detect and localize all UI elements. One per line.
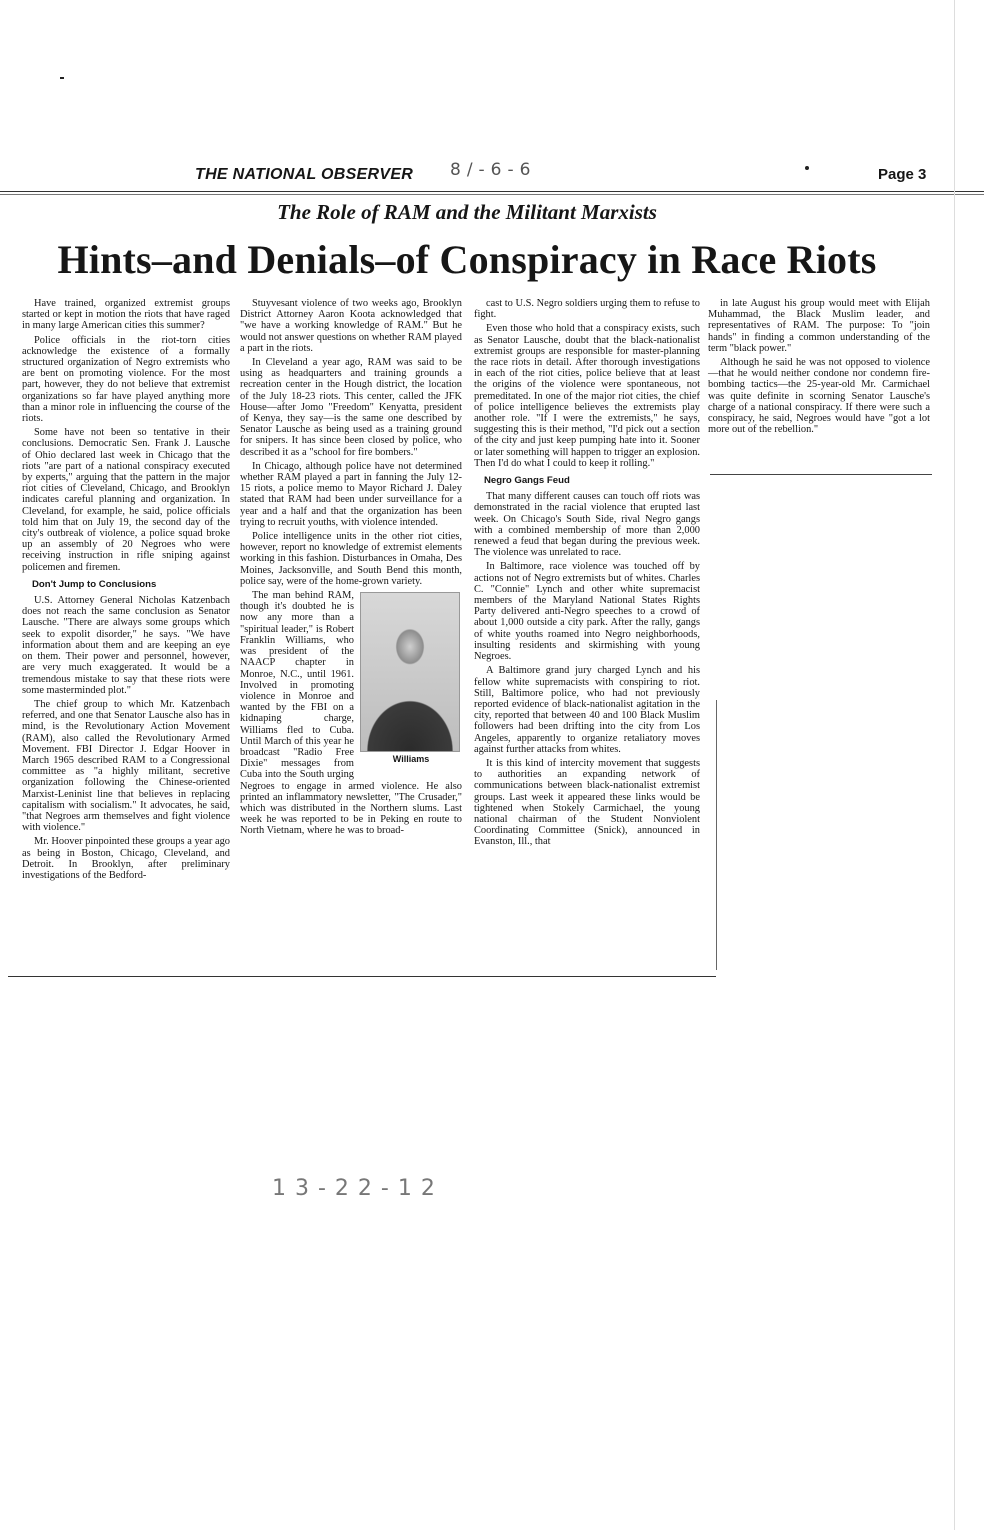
paragraph: Even those who hold that a conspiracy exists, such as Senator Lausche, doubt that the black-nationalist extremist groups are responsible for master-planning the race riots in detail. After thorough investigations in each of the riot cities, police believe that at least the origins of the violence were spontaneous, not premeditated. In one of the major riot cities, the chief of police intelligence believes the extremists play another role. "If I were the extremists," he says, suggesting this is their method, "I'd pick out a section of the city and just keep pumping hate into it. Sooner or later something will happen to trigger an explosion. Then I'd do what I could to keep it rolling." xyxy=(474,323,700,469)
handwritten-file-number: 13-22-12 xyxy=(272,1176,444,1201)
paragraph: Police intelligence units in the other riot cities, however, report no knowledge of extremist elements working in this fashion. Disturbances in Omaha, Des Moines, Jacksonville, and South Bend this month, police say, were of the home-grown variety. xyxy=(240,531,462,587)
subheading: Don't Jump to Conclusions xyxy=(32,578,157,590)
article-column-2 xyxy=(240,298,462,840)
article-column-1 xyxy=(22,298,230,884)
paragraph: In Chicago, although police have not determined whether RAM played a part in fanning the July 12-15 riots, a police memo to Mayor Richard J. Daley stated that RAM had been under surveillance for a year and a half and that the organization has been trying to recruit youths, with violence intended. xyxy=(240,460,462,528)
paragraph: Have trained, organized extremist groups started or kept in motion the riots that have raged in many large American cities this summer? xyxy=(22,298,230,332)
portrait-image xyxy=(360,592,460,752)
headline: Hints–and Denials–of Conspiracy in Race Riots xyxy=(57,237,877,282)
article-column-3 xyxy=(474,298,700,851)
photo-caption: Williams xyxy=(392,754,430,765)
stray-dot xyxy=(805,166,809,170)
masthead: THE NATIONAL OBSERVER xyxy=(195,166,414,183)
header-rule-thin xyxy=(0,194,984,195)
paragraph: In Baltimore, race violence was touched off by actions not of Negro extremists but of whites. Charles C. "Connie" Lynch and other white supremacist members of the Maryland National States Rights Party delivered anti-Negro speeches to a crowd of about 1,000 outside a city park. After the rally, gangs of white youths roamed into Negro neighborhoods, insulting residents and skirmishing with young Negroes. xyxy=(474,561,700,663)
paragraph: Stuyvesant violence of two weeks ago, Brooklyn District Attorney Aaron Koota acknowledged that "we have a working knowledge of RAM." But he would not answer questions on whether RAM played a part in the riots. xyxy=(240,298,462,354)
paragraph: cast to U.S. Negro soldiers urging them to refuse to fight. xyxy=(474,298,700,321)
photo-williams xyxy=(360,592,462,767)
paragraph: U.S. Attorney General Nicholas Katzenbach does not reach the same conclusion as Senator Lausche. "There are always some groups which seek to expolit disorder," he says. "We have information about them and are keeping an eye on them. Their power and personnel, however, are very much exaggerated. It would be a tremendous mistake to say that these riots were some masterminded plot." xyxy=(22,595,230,696)
article-bottom-rule xyxy=(8,976,716,977)
paragraph: It is this kind of intercity movement that suggests to authorities an expanding network of communications between black-nationalist extremist groups. Last week it appeared these links would be tightened when Stokely Carmichael, the young national chairman of the Student Nonviolent Coordinating Committee (Snick), announced in Evanston, Ill., that xyxy=(474,757,700,848)
article-column-4 xyxy=(708,298,930,438)
subheading: Negro Gangs Feud xyxy=(484,475,570,487)
header-rule xyxy=(0,191,984,192)
page-number: Page 3 xyxy=(878,166,927,183)
paragraph: Although he said he was not opposed to violence—that he would neither condone nor condemn fire-bombing tactics—the 25-year-old Mr. Carmichael was quite definite in scorning Senator Lausche's charge of a national conspiracy. If there were such a conspiracy, he said, Negroes would have "got a lot more out of the rebellion." xyxy=(708,357,930,436)
kicker: The Role of RAM and the Militant Marxists xyxy=(277,200,657,224)
paragraph: Police officials in the riot-torn cities acknowledge the existence of a formally structured organization of Negro extremists who are bent on promoting violence. For the most part, however, they do not believe that extremist organizations so far have played anything more than a minor role in influencing the course of the riots. xyxy=(22,334,230,425)
paragraph: Some have not been so tentative in their conclusions. Democratic Sen. Frank J. Lausche of Ohio declared last week in Chicago that the riots "are part of a national conspiracy executed by experts," arguing that the pattern in the major riot cities of Cleveland, Chicago, and Brooklyn indicates careful planning and organization. In Cleveland, for example, he said, police officials told him that on July 19, the second day of the city's outbreak of violence, a police squad broke up an assembly of 20 Negroes who were receiving instruction in rifle sniping against policemen and firemen. xyxy=(22,427,230,573)
column-divider xyxy=(716,700,717,970)
paragraph: The man behind RAM, though it's doubted he is now any more than a "spiritual leader," is Robert Franklin Williams, who was president of the NAACP chapter in Monroe, N.C., until 1961. Involved in promoting violence in Monroe and wanted by the FBI on a kidnaping charge, Williams fled to Cuba. Until March of this year he broadcast "Radio Free Dixie" messages from Cuba into the South urging Negroes to engage in armed violence. He also printed an inflammatory newsletter, "The Crusader," which was distributed in the Northern slums. Last week he was reported to be in Peking en route to North Vietnam, where he was to broad- xyxy=(240,590,462,837)
paragraph: That many different causes can touch off riots was demonstrated in the racial violence that erupted last week. On Chicago's South Side, rival Negro gangs with a combined membership of more than 2,000 renewed a feud that began during the previous week. The violence was unrelated to race. xyxy=(474,491,700,559)
paragraph: A Baltimore grand jury charged Lynch and his fellow white supremacists with conspiring to riot. Still, Baltimore police, who had not previously reported evidence of black-nationalist agitation in the city, reported that between 40 and 100 Black Muslim followers had been drifting into the city from Los Angeles, apparently to organize retaliatory moves against further attacks from whites. xyxy=(474,665,700,755)
column-end-rule xyxy=(710,474,932,475)
stray-mark xyxy=(60,77,64,79)
paragraph: In Cleveland a year ago, RAM was said to be using as headquarters and training grounds a recreation center in the Hough district, the location of the July 18-23 riots. This center, called the JFK House—after Jomo "Freedom" Kenyatta, president of Kenya, they say—is the same one described by Senator Lausche as being used as a training ground for snipers. It has since been closed by police, who described it as a "school for fire bombers." xyxy=(240,357,462,458)
handwritten-date: 8/-6-6 xyxy=(450,160,537,180)
paragraph: The chief group to which Mr. Katzenbach referred, and one that Senator Lausche also has in mind, is the Revolutionary Action Movement (RAM), also called the Revolutionary Armed Movement. FBI Director J. Edgar Hoover in March 1965 described RAM to a Congressional committee as "a highly militant, secretive organization following the Chinese-oriented Marxist-Leninist line that believes in replacing capitalism with socialism." It advocates, he said, "that Negroes arm themselves and fight violence with violence." xyxy=(22,698,230,834)
paragraph: in late August his group would meet with Elijah Muhammad, the Black Muslim leader, and representatives of RAM. The purpose: To "join hands" in finding a common understanding of the term "black power." xyxy=(708,298,930,354)
paragraph: Mr. Hoover pinpointed these groups a year ago as being in Boston, Chicago, Cleveland, and Detroit. In Brooklyn, after preliminary investigations of the Bedford- xyxy=(22,836,230,881)
page-edge-line xyxy=(954,0,955,1530)
